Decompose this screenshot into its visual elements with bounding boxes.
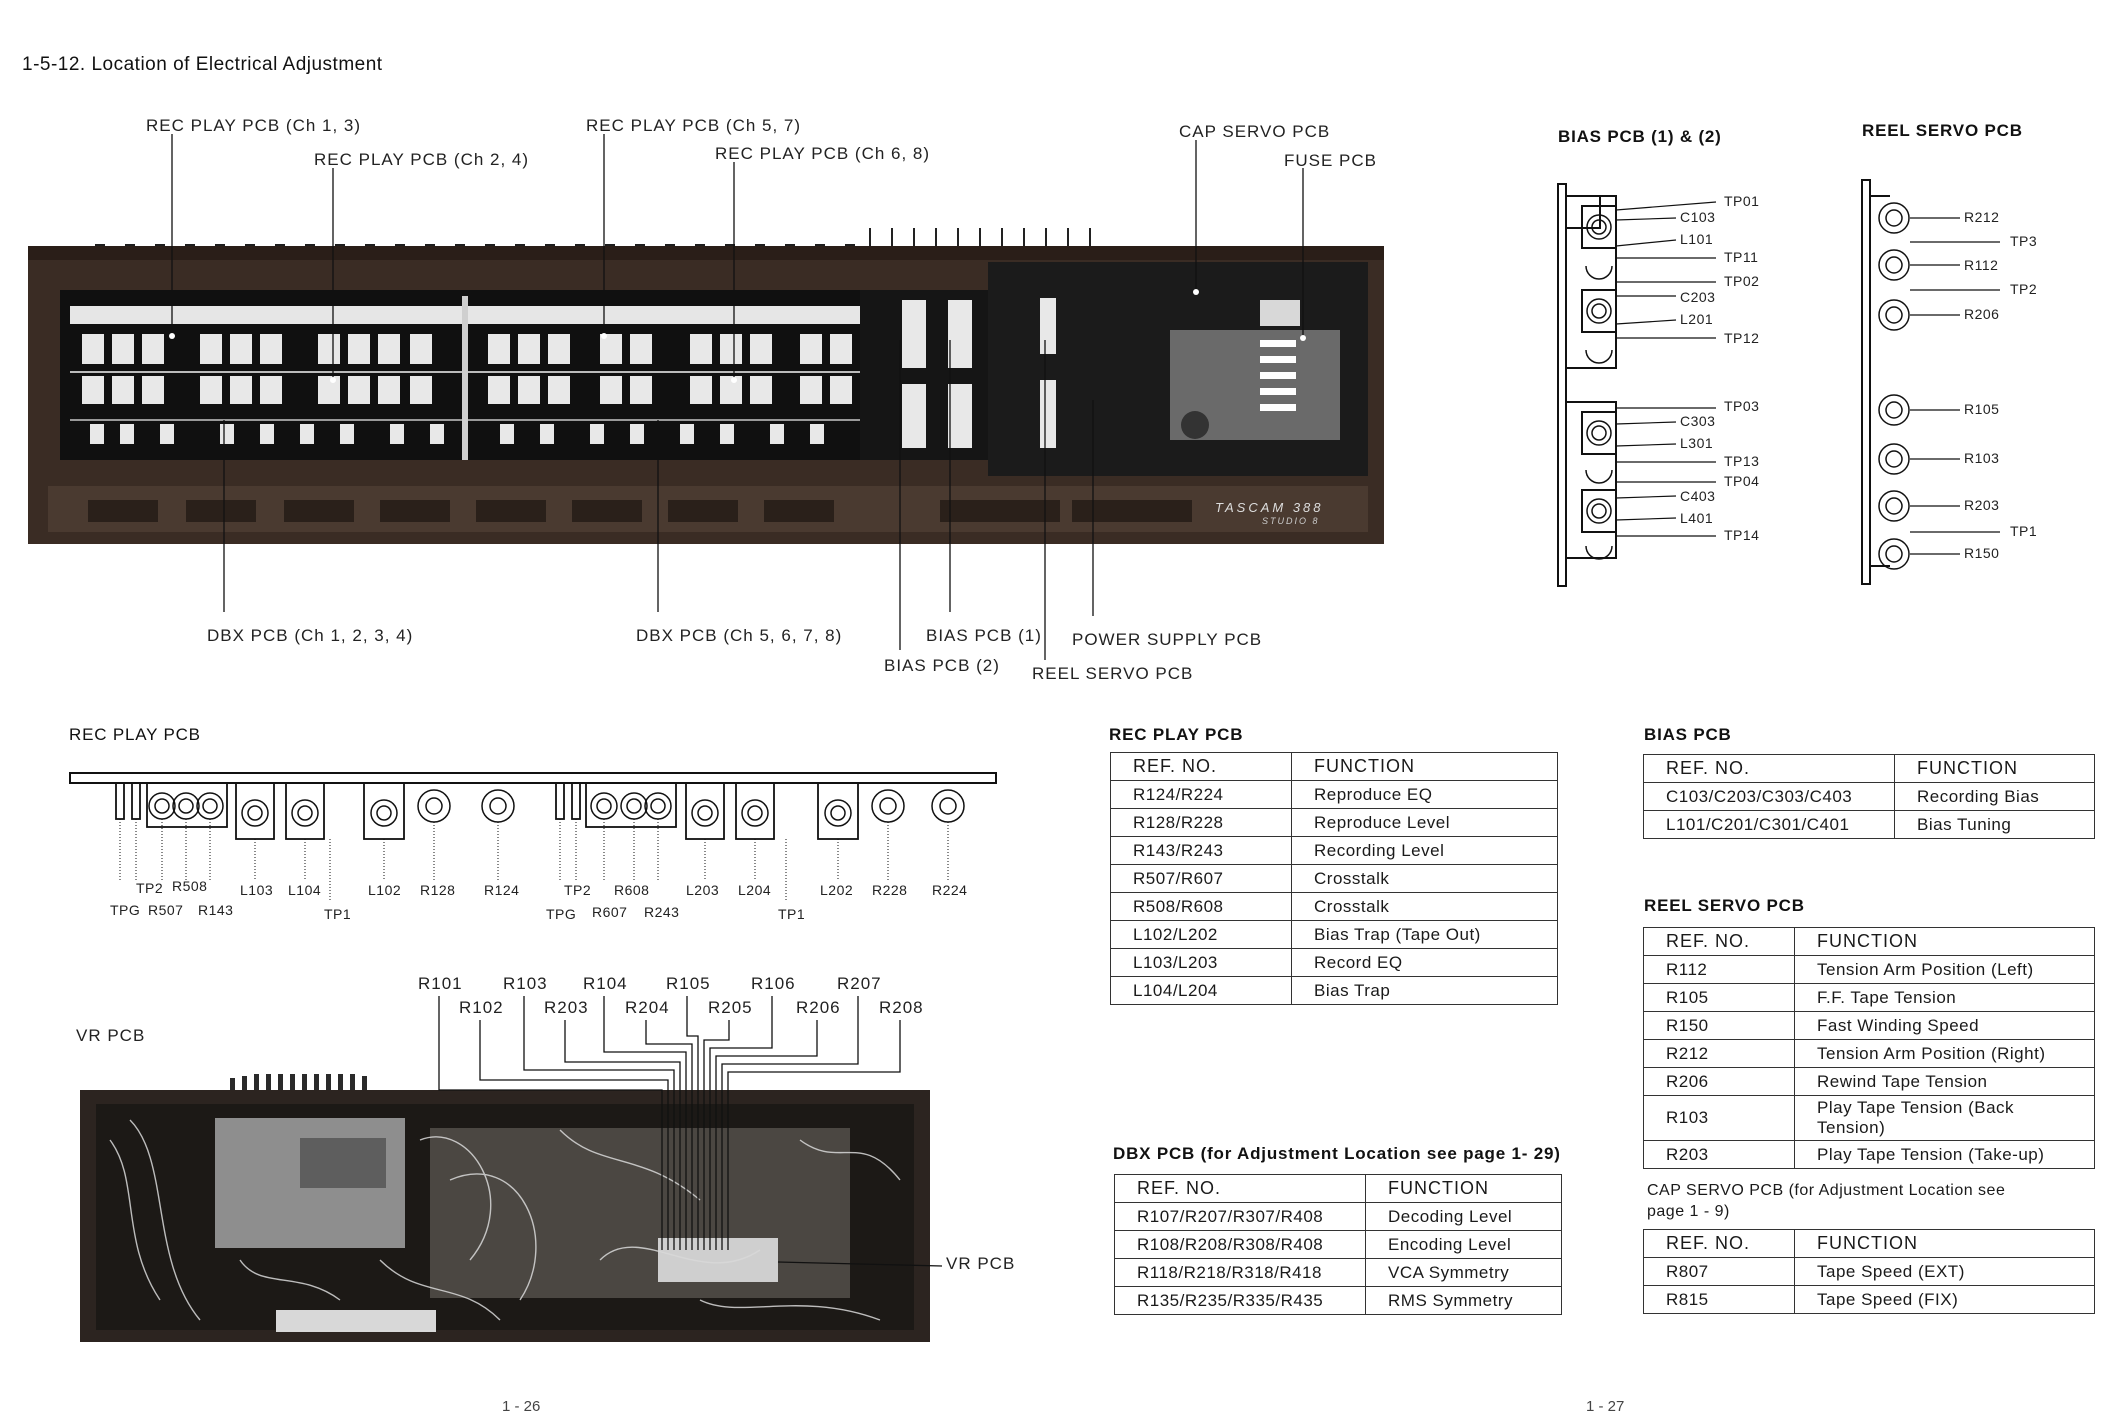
vr-r206: R206 — [796, 998, 841, 1017]
cap-servo-table-title-1: CAP SERVO PCB (for Adjustment Location see — [1647, 1182, 2006, 1199]
table-row: L101/C201/C301/C401 Bias Tuning — [1644, 811, 2095, 839]
label-rec-play-68: REC PLAY PCB (Ch 6, 8) — [715, 144, 931, 163]
table-row: R112 Tension Arm Position (Left) — [1644, 956, 2095, 984]
table-row: R150 Fast Winding Speed — [1644, 1012, 2095, 1040]
reel-label-r206: R206 — [1964, 306, 2000, 322]
label-rec-play-13: REC PLAY PCB (Ch 1, 3) — [146, 116, 362, 135]
label-dbx-5678: DBX PCB (Ch 5, 6, 7, 8) — [636, 626, 843, 645]
rp-label-r224: R224 — [932, 882, 968, 898]
rp-label-l102: L102 — [368, 882, 402, 898]
brand-label: TASCAM 388 — [1215, 500, 1324, 515]
bias-label-tp03: TP03 — [1724, 398, 1760, 414]
label-rec-play-24: REC PLAY PCB (Ch 2, 4) — [314, 150, 530, 169]
bias-table — [1643, 754, 2095, 839]
label-power: POWER SUPPLY PCB — [1072, 630, 1263, 649]
rp-label-tp1-b: TP1 — [778, 906, 806, 922]
label-reel-servo: REEL SERVO PCB — [1032, 664, 1194, 683]
label-bias1: BIAS PCB (1) — [926, 626, 1042, 645]
bias-label-tp11: TP11 — [1724, 249, 1759, 265]
rp-label-l104: L104 — [288, 882, 322, 898]
reel-label-tp3: TP3 — [2010, 233, 2038, 249]
col-function: FUNCTION — [1366, 1175, 1562, 1203]
vr-r106: R106 — [751, 974, 796, 993]
table-row: R103 Play Tape Tension (Back Tension) — [1644, 1096, 2095, 1141]
col-function: FUNCTION — [1292, 753, 1558, 781]
vr-r208: R208 — [879, 998, 924, 1017]
rp-label-tpg-a: TPG — [110, 902, 141, 918]
page-number-left: 1 - 26 — [502, 1398, 541, 1415]
rp-label-tpg-b: TPG — [546, 906, 577, 922]
col-ref: REF. NO. — [1644, 928, 1795, 956]
rp-label-r507: R507 — [148, 902, 184, 918]
bias-label-c303: C303 — [1680, 413, 1716, 429]
reel-label-r150: R150 — [1964, 545, 2000, 561]
label-cap-servo: CAP SERVO PCB — [1179, 122, 1331, 141]
vr-r101: R101 — [418, 974, 463, 993]
page-number-right: 1 - 27 — [1586, 1398, 1625, 1415]
rp-label-l202: L202 — [820, 882, 854, 898]
reel-label-tp1: TP1 — [2010, 523, 2038, 539]
vr-r204: R204 — [625, 998, 670, 1017]
vr-r205: R205 — [708, 998, 753, 1017]
table-row: R203 Play Tape Tension (Take-up) — [1644, 1141, 2095, 1169]
vr-r105: R105 — [666, 974, 711, 993]
table-row: R105 F.F. Tape Tension — [1644, 984, 2095, 1012]
table-row: R118/R218/R318/R418 VCA Symmetry — [1115, 1259, 1562, 1287]
bias-label-l401: L401 — [1680, 510, 1714, 526]
rp-label-r128: R128 — [420, 882, 456, 898]
col-ref: REF. NO. — [1111, 753, 1292, 781]
rp-label-r228: R228 — [872, 882, 908, 898]
bias-label-l301: L301 — [1680, 435, 1714, 451]
reel-label-r112: R112 — [1964, 257, 1999, 273]
label-dbx-1234: DBX PCB (Ch 1, 2, 3, 4) — [207, 626, 414, 645]
bias-label-l101: L101 — [1680, 231, 1714, 247]
reel-label-r105: R105 — [1964, 401, 2000, 417]
bias-table-title: BIAS PCB — [1644, 725, 1732, 744]
model-label: STUDIO 8 — [1262, 516, 1320, 526]
table-row: L104/L204 Bias Trap — [1111, 977, 1558, 1005]
rp-label-tp2-b: TP2 — [564, 882, 592, 898]
table-row: L102/L202 Bias Trap (Tape Out) — [1111, 921, 1558, 949]
bias-label-tp14: TP14 — [1724, 527, 1760, 543]
rp-label-l203: L203 — [686, 882, 720, 898]
rp-label-tp1-a: TP1 — [324, 906, 352, 922]
bias-label-c103: C103 — [1680, 209, 1716, 225]
bias-label-tp12: TP12 — [1724, 330, 1760, 346]
bias-label-tp01: TP01 — [1724, 193, 1760, 209]
table-row: R124/R224 Reproduce EQ — [1111, 781, 1558, 809]
table-row: R508/R608 Crosstalk — [1111, 893, 1558, 921]
rp-label-r143: R143 — [198, 902, 234, 918]
cap-servo-table-title-2: page 1 - 9) — [1647, 1203, 1730, 1220]
rp-label-l204: L204 — [738, 882, 772, 898]
table-row: R143/R243 Recording Level — [1111, 837, 1558, 865]
reel-diagram-title: REEL SERVO PCB — [1862, 121, 2023, 140]
bias-label-c203: C203 — [1680, 289, 1716, 305]
col-ref: REF. NO. — [1644, 1230, 1795, 1258]
rp-label-r607: R607 — [592, 904, 628, 920]
bias-diagram-title: BIAS PCB (1) & (2) — [1558, 127, 1722, 146]
table-row: R107/R207/R307/R408 Decoding Level — [1115, 1203, 1562, 1231]
rp-label-r608: R608 — [614, 882, 650, 898]
bias-label-tp13: TP13 — [1724, 453, 1760, 469]
table-row: R108/R208/R308/R408 Encoding Level — [1115, 1231, 1562, 1259]
table-row: R128/R228 Reproduce Level — [1111, 809, 1558, 837]
table-row: L103/L203 Record EQ — [1111, 949, 1558, 977]
vr-r103: R103 — [503, 974, 548, 993]
dbx-table-title: DBX PCB (for Adjustment Location see page 1- 29) — [1113, 1144, 1561, 1163]
rp-label-r243: R243 — [644, 904, 680, 920]
col-ref: REF. NO. — [1644, 755, 1895, 783]
table-row: R815 Tape Speed (FIX) — [1644, 1286, 2095, 1314]
reel-label-tp2: TP2 — [2010, 281, 2038, 297]
table-row: R135/R235/R335/R435 RMS Symmetry — [1115, 1287, 1562, 1315]
vr-r104: R104 — [583, 974, 628, 993]
vr-r203: R203 — [544, 998, 589, 1017]
label-rec-play-57: REC PLAY PCB (Ch 5, 7) — [586, 116, 802, 135]
bias-label-tp02: TP02 — [1724, 273, 1760, 289]
table-row: R507/R607 Crosstalk — [1111, 865, 1558, 893]
rp-label-l103: L103 — [240, 882, 274, 898]
reel-servo-table — [1643, 927, 2095, 1169]
reel-label-r203: R203 — [1964, 497, 2000, 513]
vr-diagram-title: VR PCB — [76, 1026, 146, 1045]
cap-servo-table — [1643, 1229, 2095, 1314]
rp-label-tp2-a: TP2 — [136, 880, 164, 896]
bias-label-l201: L201 — [1680, 311, 1714, 327]
rec-play-table-title: REC PLAY PCB — [1109, 725, 1244, 744]
table-row: R206 Rewind Tape Tension — [1644, 1068, 2095, 1096]
col-ref: REF. NO. — [1115, 1175, 1366, 1203]
table-row: R212 Tension Arm Position (Right) — [1644, 1040, 2095, 1068]
reel-label-r103: R103 — [1964, 450, 2000, 466]
rp-label-r508: R508 — [172, 878, 208, 894]
rec-play-diagram-title: REC PLAY PCB — [69, 725, 201, 744]
vr-callout: VR PCB — [946, 1254, 1016, 1273]
bias-label-c403: C403 — [1680, 488, 1716, 504]
dbx-table — [1114, 1174, 1562, 1315]
label-fuse: FUSE PCB — [1284, 151, 1378, 170]
table-row: R807 Tape Speed (EXT) — [1644, 1258, 2095, 1286]
col-function: FUNCTION — [1795, 928, 2095, 956]
bias-label-tp04: TP04 — [1724, 473, 1760, 489]
col-function: FUNCTION — [1795, 1230, 2095, 1258]
reel-label-r212: R212 — [1964, 209, 2000, 225]
rp-label-r124: R124 — [484, 882, 520, 898]
col-function: FUNCTION — [1895, 755, 2095, 783]
label-bias2: BIAS PCB (2) — [884, 656, 1000, 675]
table-row: C103/C203/C303/C403 Recording Bias — [1644, 783, 2095, 811]
vr-r102: R102 — [459, 998, 504, 1017]
rec-play-table — [1110, 752, 1558, 1005]
page-title: 1-5-12. Location of Electrical Adjustment — [22, 54, 383, 75]
reel-table-title: REEL SERVO PCB — [1644, 896, 1805, 915]
vr-r207: R207 — [837, 974, 882, 993]
